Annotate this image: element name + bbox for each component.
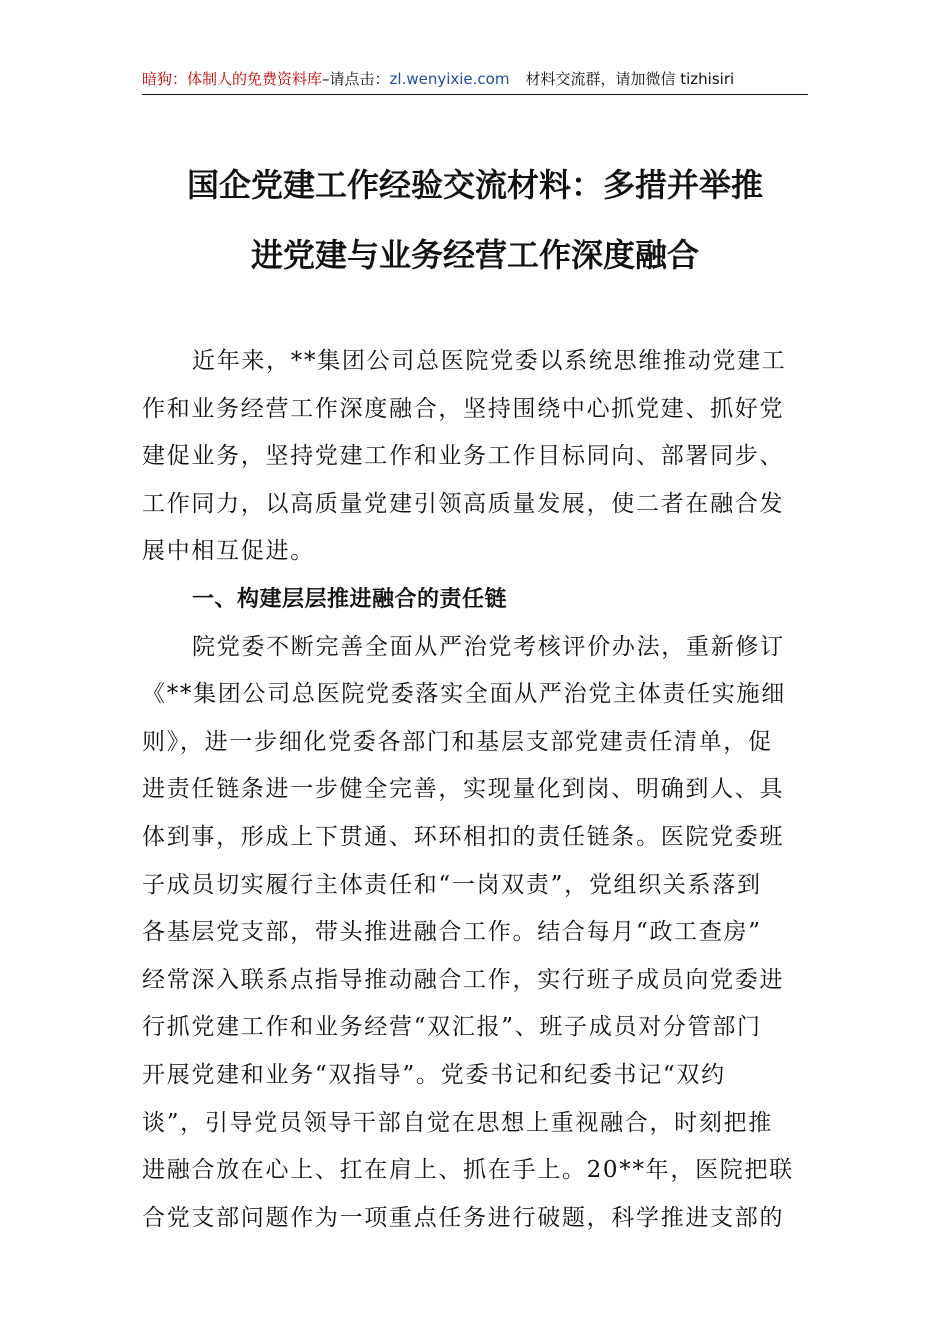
section-1-line: 经常深入联系点指导推动融合工作，实行班子成员向党委进 [142,966,785,993]
header-prompt: –请点击： [322,70,390,88]
document-title [142,150,808,290]
section-1-line: 各基层党支部，带头推进融合工作。结合每月“政工查房” [142,919,762,946]
intro-line: 近年来，**集团公司总医院党委以系统思维推动党建工 [192,348,787,374]
header-wechat-note: 材料交流群，请加微信 tizhisiri [525,70,735,88]
document-body [142,338,808,1242]
section-1-line: 行抓党建工作和业务经营“双汇报”、班子成员对分管部门 [142,1014,762,1041]
section-1-line: 体到事，形成上下贯通、环环相扣的责任链条。医院党委班 [142,823,785,850]
intro-line: 作和业务经营工作深度融合，坚持围绕中心抓党建、抓好党 [142,395,785,422]
section-1-line: 进融合放在心上、扛在肩上、抓在手上。20**年，医院把联 [142,1157,794,1184]
section-1-line: 进责任链条进一步健全完善，实现量化到岗、明确到人、具 [142,776,785,803]
section-1-heading: 一、构建层层推进融合的责任链 [192,586,508,612]
title-line-1: 国企党建工作经验交流材料：多措并举推 [186,166,763,204]
intro-line: 建促业务，坚持党建工作和业务工作目标同向、部署同步、 [142,443,785,470]
page-header [142,64,808,95]
intro-line: 工作同力，以高质量党建引领高质量发展，使二者在融合发 [142,490,785,517]
section-1-line: 院党委不断完善全面从严治党考核评价办法，重新修订 [192,633,785,660]
header-link[interactable]: zl.wenyixie.com [389,70,510,88]
section-1-line: 则》，进一步细化党委各部门和基层支部党建责任清单，促 [142,728,773,755]
section-1-line: 谈”，引导党员领导干部自觉在思想上重视融合，时刻把推 [142,1109,773,1136]
intro-line: 展中相互促进。 [142,538,315,565]
section-1-line: 合党支部问题作为一项重点任务进行破题，科学推进支部的 [142,1204,785,1231]
section-1-line: 《**集团公司总医院党委落实全面从严治党主体责任实施细 [142,681,786,708]
section-1-line: 子成员切实履行主体责任和“一岗双责”，党组织关系落到 [142,871,762,898]
section-1-line: 开展党建和业务“双指导”。党委书记和纪委书记“双约 [142,1061,726,1088]
title-line-2: 进党建与业务经营工作深度融合 [250,236,699,274]
header-brand: 暗狗：体制人的免费资料库 [142,70,323,88]
